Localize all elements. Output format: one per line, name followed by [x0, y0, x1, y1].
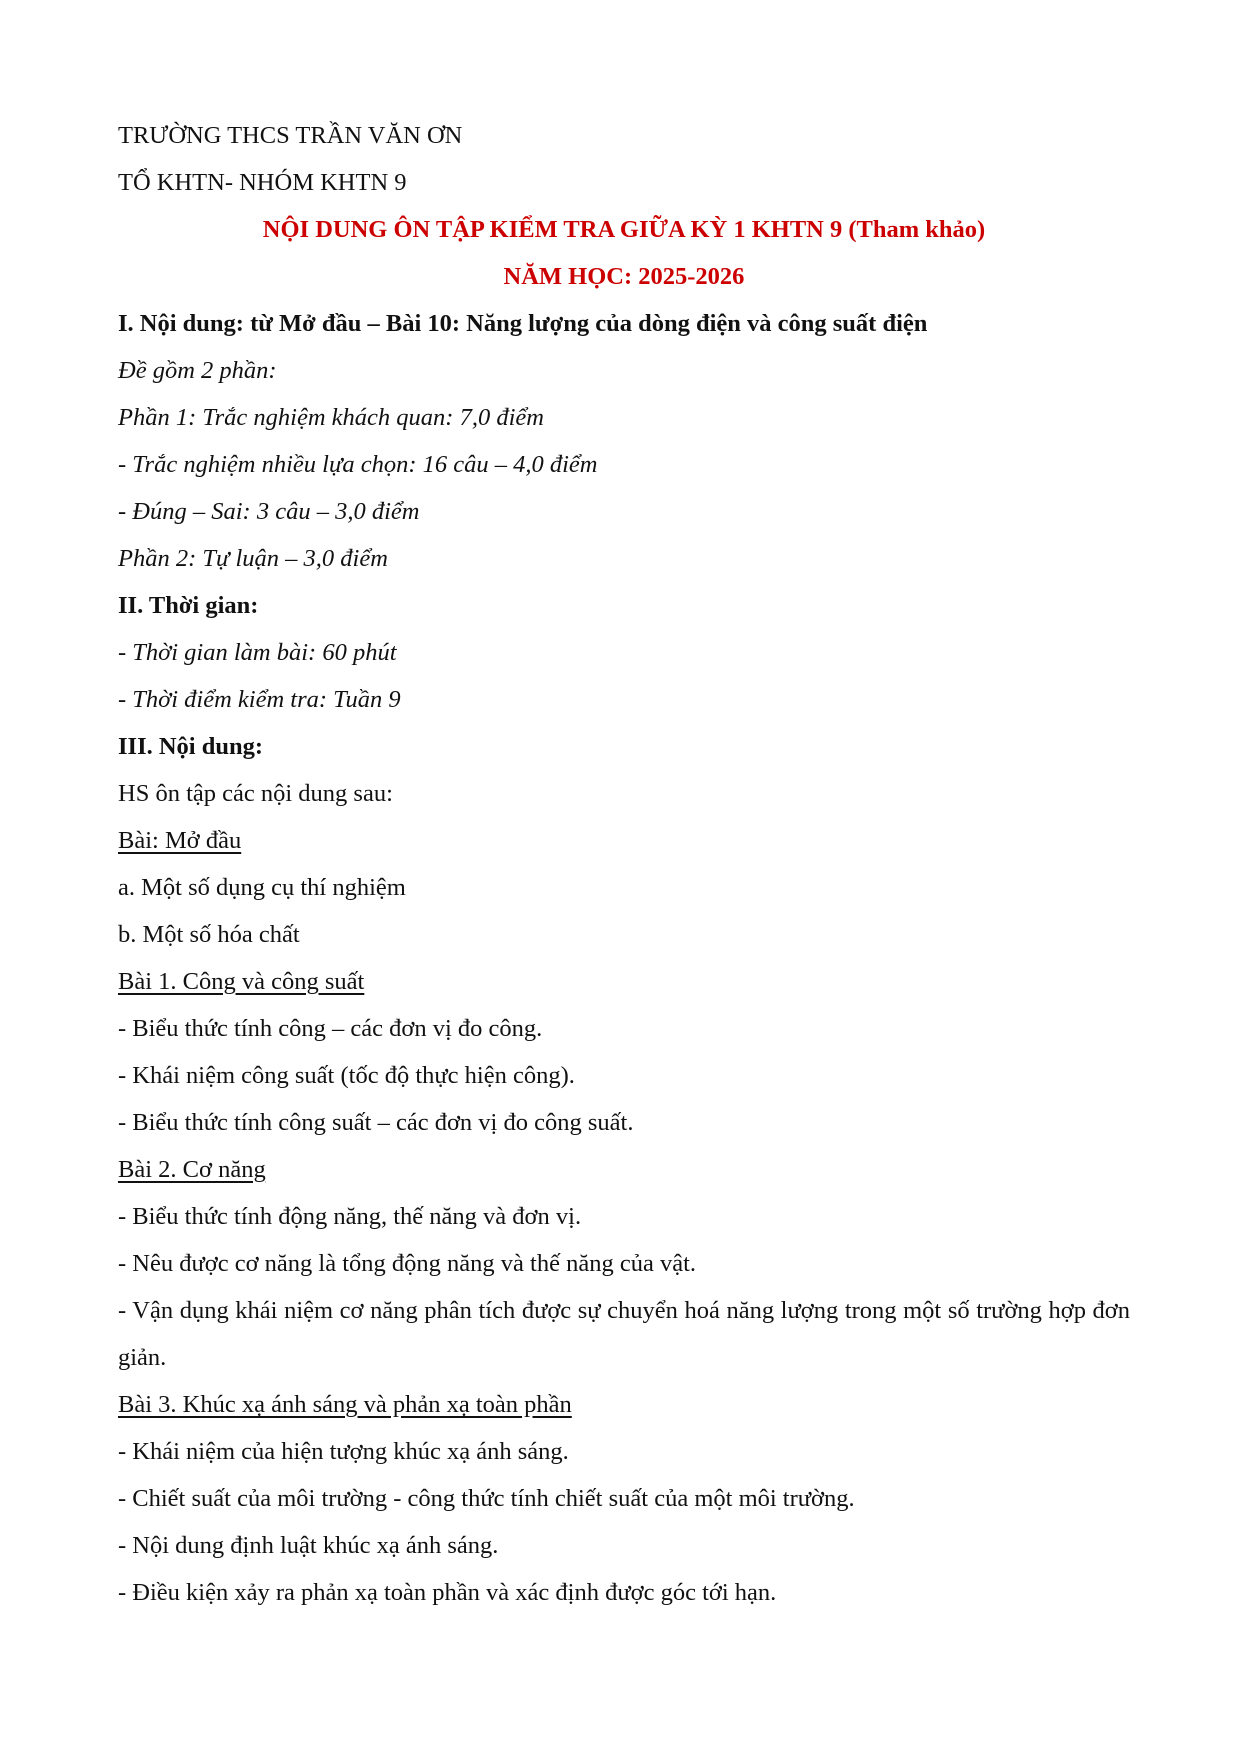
- exam-structure-line: Phần 2: Tự luận – 3,0 điểm: [118, 545, 388, 572]
- school-year: NĂM HỌC: 2025-2026: [503, 263, 745, 290]
- exam-structure-line: Phần 1: Trắc nghiệm khách quan: 7,0 điểm: [118, 404, 544, 431]
- section3-intro: HS ôn tập các nội dung sau:: [118, 780, 393, 807]
- lesson-item: - Nêu được cơ năng là tổng động năng và thế năng của vật.: [118, 1250, 697, 1277]
- time-line: - Thời điểm kiểm tra: Tuần 9: [118, 686, 401, 713]
- lesson-title: Bài 1. Công và công suất: [118, 968, 365, 995]
- time-line: - Thời gian làm bài: 60 phút: [118, 639, 397, 666]
- lesson-item: - Vận dụng khái niệm cơ năng phân tích được sự chuyển hoá năng lượng trong một số trường hợp đơn giản.: [118, 1297, 1130, 1371]
- exam-structure-line: - Đúng – Sai: 3 câu – 3,0 điểm: [118, 498, 420, 525]
- lesson-title: Bài 2. Cơ năng: [118, 1156, 266, 1183]
- document-page: [118, 112, 1130, 1616]
- lesson-item: - Khái niệm của hiện tượng khúc xạ ánh sáng.: [118, 1438, 569, 1465]
- lesson-item: - Điều kiện xảy ra phản xạ toàn phần và xác định được góc tới hạn.: [118, 1579, 777, 1606]
- lesson-item: a. Một số dụng cụ thí nghiệm: [118, 874, 406, 901]
- lesson-title: Bài 3. Khúc xạ ánh sáng và phản xạ toàn phần: [118, 1391, 572, 1418]
- lesson-title: Bài: Mở đầu: [118, 827, 242, 854]
- exam-structure-line: - Trắc nghiệm nhiều lựa chọn: 16 câu – 4,0 điểm: [118, 451, 598, 478]
- lesson-item: b. Một số hóa chất: [118, 921, 300, 948]
- lesson-item: - Khái niệm công suất (tốc độ thực hiện công).: [118, 1062, 575, 1089]
- lesson-item: - Biểu thức tính công suất – các đơn vị đo công suất.: [118, 1109, 634, 1136]
- lesson-item: - Chiết suất của môi trường - công thức tính chiết suất của một môi trường.: [118, 1485, 855, 1512]
- group-name: TỔ KHTN- NHÓM KHTN 9: [118, 169, 407, 196]
- lesson-item: - Biểu thức tính công – các đơn vị đo công.: [118, 1015, 543, 1042]
- section3-heading: III. Nội dung:: [118, 733, 264, 760]
- section1-heading: I. Nội dung: từ Mở đầu – Bài 10: Năng lượng của dòng điện và công suất điện: [118, 310, 928, 337]
- lesson-item: - Nội dung định luật khúc xạ ánh sáng.: [118, 1532, 499, 1559]
- exam-structure-line: Đề gồm 2 phần:: [118, 357, 277, 384]
- section2-heading: II. Thời gian:: [118, 592, 259, 619]
- lesson-item: - Biểu thức tính động năng, thế năng và đơn vị.: [118, 1203, 582, 1230]
- document-title: NỘI DUNG ÔN TẬP KIỂM TRA GIỮA KỲ 1 KHTN 9 (Tham khảo): [262, 216, 986, 243]
- school-name: TRƯỜNG THCS TRẦN VĂN ƠN: [118, 122, 463, 149]
